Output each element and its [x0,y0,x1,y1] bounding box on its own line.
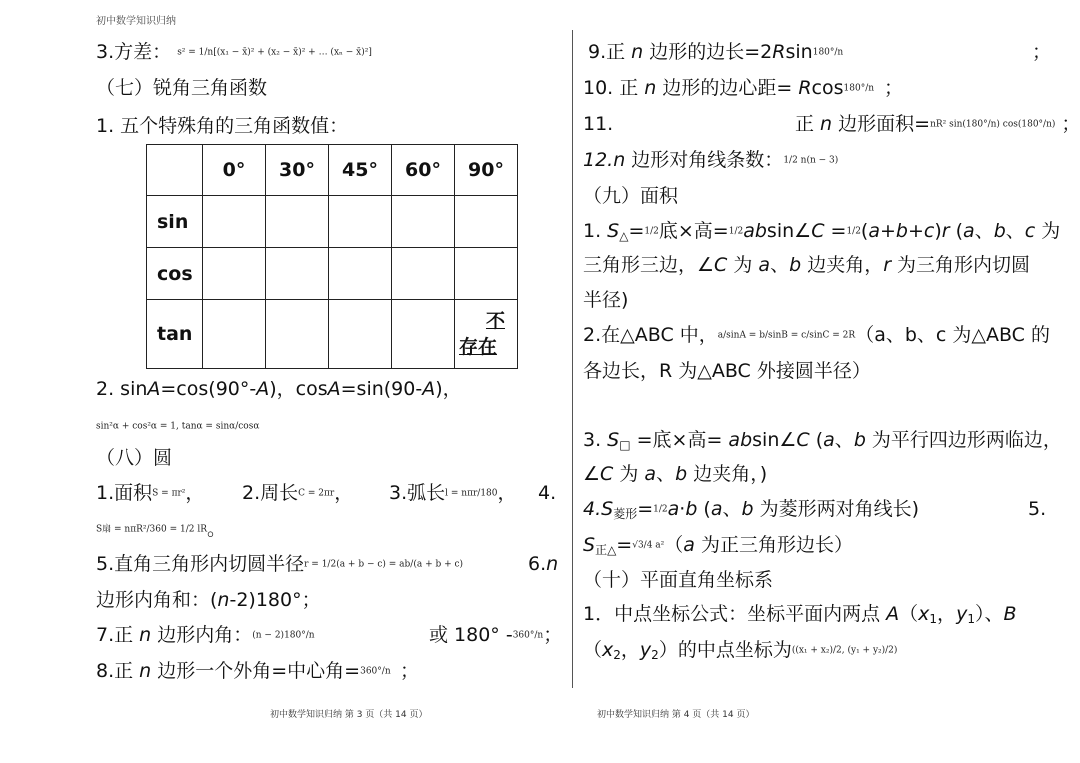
text: ( [697,498,711,520]
item-number [528,552,558,576]
text: · [679,498,686,520]
var: x [918,603,930,625]
var: a [710,498,723,520]
arc-length-label [389,481,517,506]
polygon-area-line [795,112,1080,137]
table-header-row [147,145,518,196]
var: a [758,254,771,276]
row-label-cos: cos [147,248,203,300]
circumference-label [242,481,353,506]
text: 、 [656,463,676,485]
var: ab [728,429,753,451]
var: r [883,254,892,276]
text: 为 [727,254,759,276]
subscript: 菱形 [613,507,638,521]
text: )， [435,378,462,400]
formula: 360°/n [512,630,544,641]
variance-label: 3.方差： [96,41,172,63]
subscript: 正△ [595,543,617,557]
text: ， [937,603,957,625]
text: 、 [1005,220,1025,242]
item-number: 11. [583,113,614,135]
text: =sin(90- [340,378,423,400]
var: b [853,429,866,451]
text: 1．中点坐标公式：坐标平面内两点 [583,603,887,625]
formula: S = πr² [152,488,186,499]
semicolon: ； [1032,41,1052,63]
text: ； [1061,113,1080,135]
law-of-sines-line [583,323,1050,348]
table-cell [392,300,455,369]
text: 为 [1035,220,1061,242]
var: A [886,603,900,625]
text: sin∠ [766,220,812,242]
var: C [811,220,825,242]
text: 3.弧长 [389,482,446,504]
var: b [993,220,1006,242]
law-of-sines-desc: 各边长，R 为△ABC 外接圆半径） [583,360,871,382]
parallelogram-area-line [583,428,1062,457]
text: 、 [974,220,994,242]
cofunction-line [96,377,462,401]
var: n [631,41,644,63]
text: （ [583,639,603,661]
formula: 1/2 [644,226,659,237]
page-header: 初中数学知识归纳 [96,16,176,27]
text: sin∠ [752,429,797,451]
formula: l = nπr/180 [445,488,498,499]
text: 边形内角和：( [96,589,218,611]
text: （a、b、c 为△ABC 的 [855,324,1050,346]
text: 1. [583,220,608,242]
var: 4.S [583,498,614,520]
table-cell [203,248,266,300]
text: 9.正 [588,41,632,63]
text: = [824,220,847,242]
text: + [907,220,924,242]
text: 为平行四边形两临边， [865,429,1062,451]
midpoint-line [583,602,1017,631]
tan-90-text-a: 不 [485,310,505,332]
text: ）的中点坐标为 [658,639,792,661]
var: n [546,553,559,575]
variance-line [96,40,372,65]
formula: 360°/n [360,666,391,677]
formula: 1/2 n(n − 3) [783,155,839,166]
polygon-side-line [588,40,843,65]
text: 为三角形内切圆 [891,254,1031,276]
formula: 1/2 [653,504,668,515]
formula: (n − 2)180°/n [252,630,315,641]
text: 10. 正 [583,77,645,99]
text: =底×高= [630,429,729,451]
var: y [639,639,652,661]
table-cell [329,248,392,300]
subscript: △ [619,229,629,243]
section-area-heading: （九）面积 [583,185,679,207]
text: 边形面积= [832,113,931,135]
formula: S扇 = nπR²/360 = 1/2 lR [96,524,207,535]
text: 2. sin [96,378,148,400]
parallelogram-desc-line [583,462,767,486]
text: 为 [613,463,645,485]
subscript: □ [619,438,631,452]
exterior-angle-line [96,659,391,684]
var: A [147,378,161,400]
rhombus-area-line [583,497,919,526]
formula: 180°/n [843,83,875,94]
text: 边形一个外角=中心角= [151,660,361,682]
table-cell [203,196,266,248]
text: 边形内角： [151,624,253,646]
text: 2.在△ABC 中， [583,324,718,346]
var: R [772,41,786,63]
item-number: 5. [1028,498,1047,520]
table-cell [329,196,392,248]
table-cell [203,300,266,369]
formula: 180°/n [812,47,844,58]
text: 8.正 [96,660,140,682]
text: ( [809,429,824,451]
var: b [895,220,908,242]
row-label-sin: sin [147,196,203,248]
formula: 1/2 [846,226,861,237]
text: ）、 [974,603,1004,625]
apothem-line [583,76,903,101]
text: 、 [722,498,742,520]
text: ， [334,482,354,504]
text: （ [899,603,919,625]
section-coordinate-heading: （十）平面直角坐标系 [583,569,774,591]
text: 5.直角三角形内切圆半径 [96,553,305,575]
formula: ((x₁ + x₂)/2, (y₁ + y₂)/2) [791,645,898,656]
section-trig-heading: （七）锐角三角函数 [96,77,268,99]
text: 底×高= [658,220,729,242]
formula: a/sinA = b/sinB = c/sinC = 2R [717,330,856,341]
interior-angle-sum-line [96,588,321,612]
text: （ [664,534,684,556]
var: a [868,220,880,242]
subscript: 2 [613,648,621,662]
var: n [217,589,230,611]
var: B [1003,603,1017,625]
var: C [714,254,728,276]
text: = [616,534,633,556]
table-row [147,248,518,300]
var: a [667,498,680,520]
text: sin [785,41,813,63]
text: 边形对角线条数： [625,149,784,171]
subscript: 2 [651,648,659,662]
table-cell [329,300,392,369]
text: 正 [795,113,821,135]
var: c [1024,220,1036,242]
var: x [602,639,614,661]
table-row [147,300,518,369]
var: a [683,534,695,556]
trig-values-table [146,144,518,369]
var: a [823,429,835,451]
sector-area-line [96,517,226,542]
table-cell [266,248,329,300]
text: ； [543,624,563,646]
circle-area-label [96,481,204,506]
text: 边夹角，) [687,463,768,485]
formula: √3/4 a² [632,540,665,551]
var: b [675,463,688,485]
text: ( [949,220,964,242]
special-angles-title: 1. 五个特殊角的三角函数值： [96,115,349,137]
text: 为菱形两对角线长) [753,498,920,520]
text: ( [860,220,869,242]
formula: nR² sin(180°/n) cos(180°/n) [930,119,1056,130]
inradius-line [96,552,463,577]
text: ∠ [583,463,601,485]
triangle-area-desc-line [583,253,1030,277]
var: c [923,220,935,242]
var: S [607,220,620,242]
table-corner-cell [147,145,203,196]
var: b [789,254,802,276]
subscript: 1 [929,612,938,626]
table-row [147,196,518,248]
var: a [963,220,975,242]
text: 。 [207,518,227,540]
text: 3. [583,429,608,451]
var: S [607,429,620,451]
table-cell [455,196,518,248]
text: = [637,498,654,520]
text: 1.面积 [96,482,153,504]
text: 7.正 [96,624,140,646]
tan-90-text-b: 存在 [459,336,498,358]
tan-90-cell [455,300,518,369]
table-cell [392,248,455,300]
table-cell [392,196,455,248]
var: n [139,624,152,646]
item-number: 4. [538,482,557,504]
text: -2)180°； [229,589,321,611]
text: = [628,220,645,242]
text: 为正三角形边长） [694,534,853,556]
text: =cos(90°- [160,378,257,400]
text: 或 180° - [429,624,513,646]
var: A [256,378,270,400]
variance-formula: s² = 1/n[(x₁ − x̄)² + (x₂ − x̄)² + … (xₙ − x̄)²] [177,47,372,58]
subscript: 1 [967,612,975,626]
var: C [796,429,810,451]
text: ， [497,482,517,504]
table-header-cell: 45° [329,145,392,196]
text: 、 [770,254,790,276]
table-header-cell: 0° [203,145,266,196]
table-cell [266,196,329,248]
formula: 1/2 [728,226,744,237]
var: A [422,378,436,400]
formula: C = 2πr [298,488,335,499]
interior-angle-alt [429,623,562,648]
identity-formula: sin²α + cos²α = 1, tanα = sinα/cosα [96,421,260,432]
var: C [600,463,614,485]
formula: r = 1/2(a + b − c) = ab/(a + b + c) [304,559,464,570]
text: 6. [528,553,547,575]
var: ab [743,220,767,242]
var: A [327,378,341,400]
text: 边形的边长=2 [643,41,773,63]
var: S [583,534,596,556]
var: n [644,77,657,99]
var: n [139,660,152,682]
var: a [644,463,657,485]
row-label-tan: tan [147,300,203,369]
text: 边形的边心距= [656,77,799,99]
midpoint-line-2 [583,638,897,667]
table-header-cell: 90° [455,145,518,196]
var: b [741,498,754,520]
footer-left: 初中数学知识归纳 第 3 页（共 14 页） [270,710,428,720]
diagonals-line [583,148,838,173]
text: ， [620,639,640,661]
text: 2.周长 [242,482,299,504]
table-cell [455,248,518,300]
column-divider [572,30,573,688]
text: ) [934,220,942,242]
triangle-area-desc-end: 半径) [583,289,629,311]
text: 12.n [583,149,626,171]
equilateral-area-line [583,533,853,562]
var: r [941,220,950,242]
var: n [820,113,833,135]
semicolon: ； [400,660,420,682]
text: ； [884,77,904,99]
text: 、 [834,429,854,451]
var: R [798,77,812,99]
var: y [956,603,968,625]
interior-angle-line [96,623,315,648]
text: ， [185,482,205,504]
text: 三角形三边，∠ [583,254,715,276]
footer-right: 初中数学知识归纳 第 4 页（共 14 页） [597,710,755,720]
text: + [880,220,896,242]
text: cos [811,77,844,99]
text: )，cos [269,378,328,400]
table-header-cell: 60° [392,145,455,196]
table-cell [266,300,329,369]
table-header-cell: 30° [266,145,329,196]
text: 边夹角， [801,254,884,276]
var: b [685,498,698,520]
pythagorean-identity-line [96,414,259,439]
triangle-area-line [583,219,1060,248]
section-circle-heading: （八）圆 [96,447,173,469]
